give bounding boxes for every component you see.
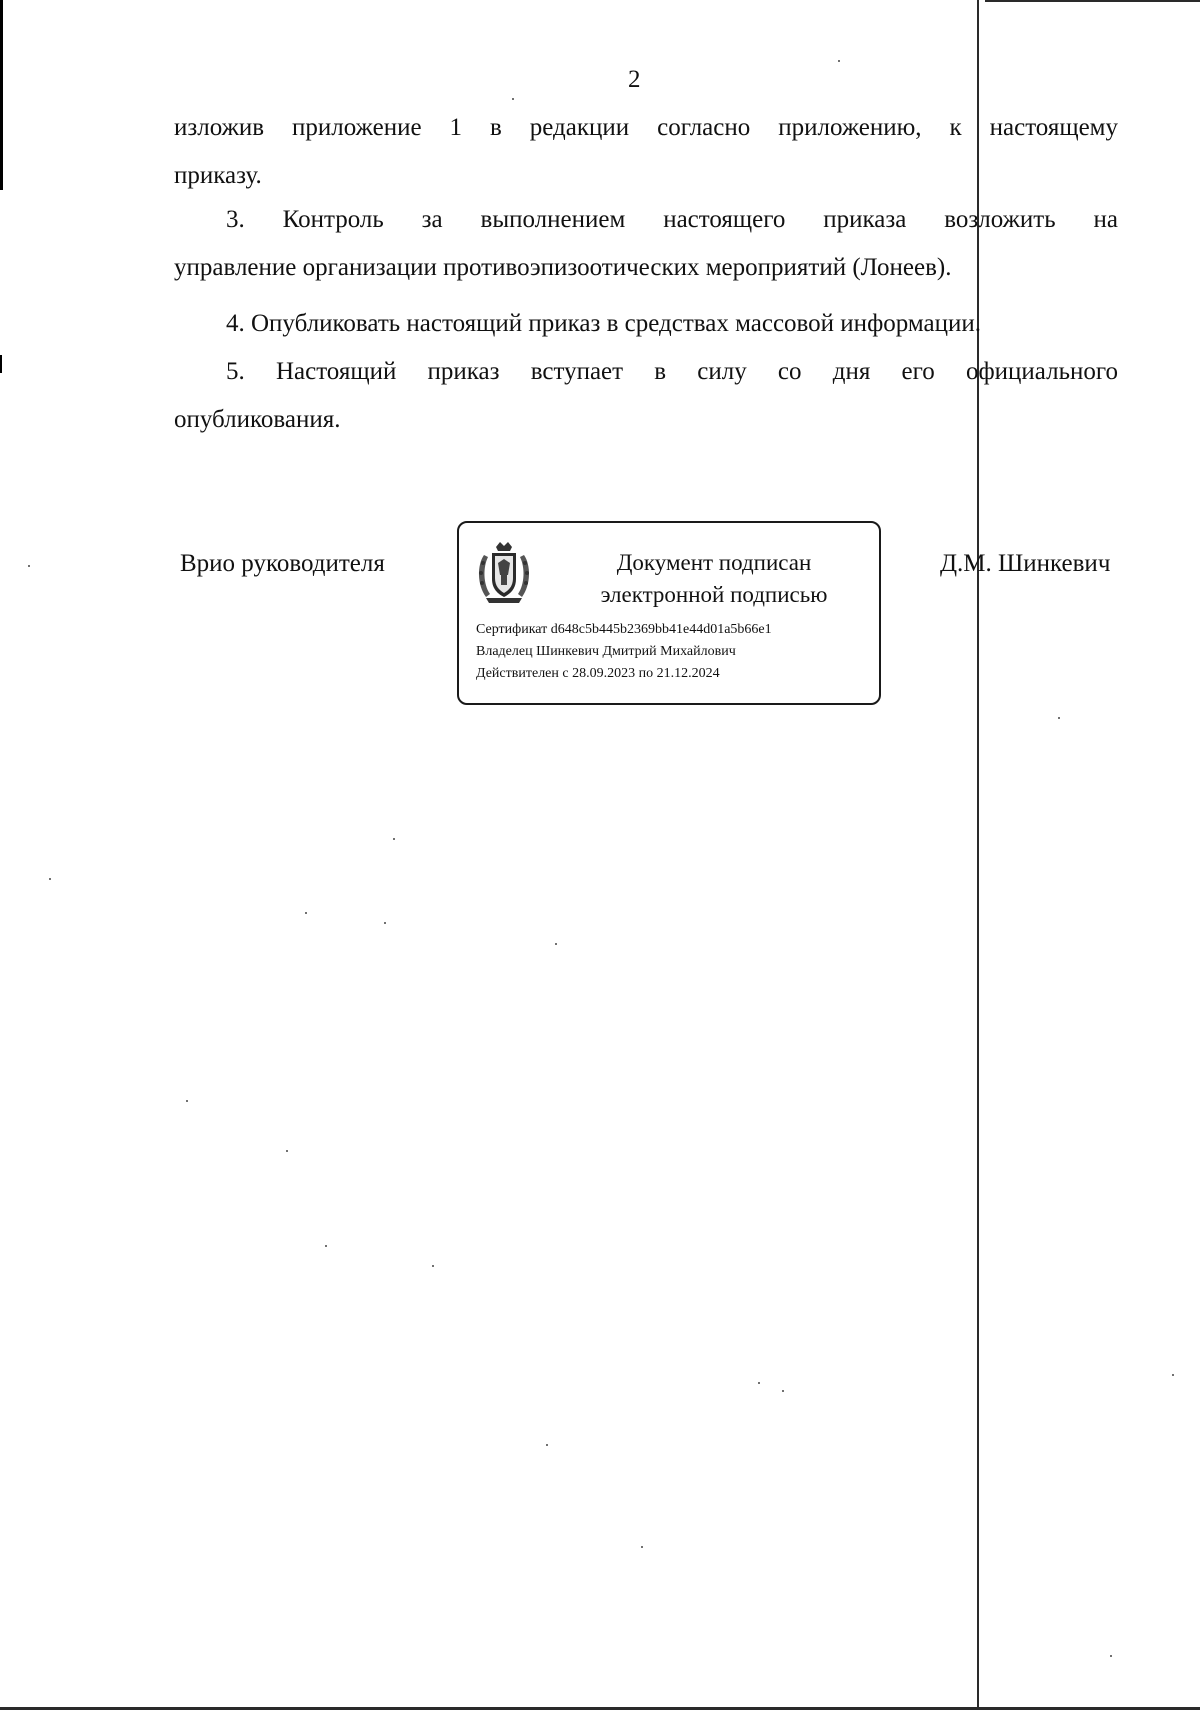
scan-speck [186, 1100, 188, 1102]
signatory-name: Д.М. Шинкевич [940, 550, 1111, 577]
scan-speck [1058, 717, 1060, 719]
stamp-details [476, 619, 772, 685]
scan-edge-mark [0, 355, 2, 373]
scan-speck [555, 943, 557, 945]
paragraph-line: управление организации противоэпизоотических мероприятий (Лонеев). [174, 254, 952, 281]
certificate-validity: Действителен с 28.09.2023 по 21.12.2024 [476, 666, 720, 681]
paragraph-item-5 [174, 348, 1118, 444]
page-number: 2 [628, 66, 641, 93]
stamp-title-line: Документ подписан [616, 550, 812, 575]
scan-speck [325, 1245, 327, 1247]
paragraph-line: приказу. [174, 162, 262, 189]
scan-speck [1172, 1374, 1174, 1376]
electronic-signature-stamp [457, 521, 881, 705]
paragraph-line: изложив приложение 1 в редакции согласно приложению, к настоящему [174, 114, 1118, 141]
scan-speck [1110, 1655, 1112, 1657]
paragraph-continuation [174, 104, 1118, 200]
paragraph-item-4 [174, 300, 1118, 348]
paragraph-line: 4. Опубликовать настоящий приказ в средствах массовой информации. [226, 310, 982, 337]
paragraph-line: опубликования. [174, 406, 341, 433]
signatory-role: Врио руководителя [180, 550, 385, 577]
scan-edge-mark [0, 0, 3, 190]
paragraph-item-3 [174, 196, 1118, 292]
certificate-owner: Владелец Шинкевич Дмитрий Михайлович [476, 644, 736, 659]
scan-speck [393, 838, 395, 840]
paragraph-line: 5. Настоящий приказ вступает в силу со дня его официального [226, 358, 1118, 385]
scan-speck [28, 565, 30, 567]
scan-speck [641, 1546, 643, 1548]
scan-speck [512, 98, 514, 100]
paragraph-line: 3. Контроль за выполнением настоящего приказа возложить на [226, 206, 1118, 233]
scan-speck [384, 922, 386, 924]
certificate-number: Сертификат d648c5b445b2369bb41e44d01a5b66e1 [476, 622, 772, 637]
scan-speck [546, 1444, 548, 1446]
stamp-title [579, 547, 849, 611]
scan-speck [432, 1265, 434, 1267]
scan-speck [838, 60, 840, 62]
scan-horizontal-line [985, 0, 1200, 2]
scan-speck [305, 912, 307, 914]
scan-speck [286, 1150, 288, 1152]
scan-speck [782, 1390, 784, 1392]
scan-speck [49, 878, 51, 880]
stamp-title-line: электронной подписью [600, 582, 828, 607]
coat-of-arms-icon [474, 541, 534, 605]
scan-speck [758, 1382, 760, 1384]
